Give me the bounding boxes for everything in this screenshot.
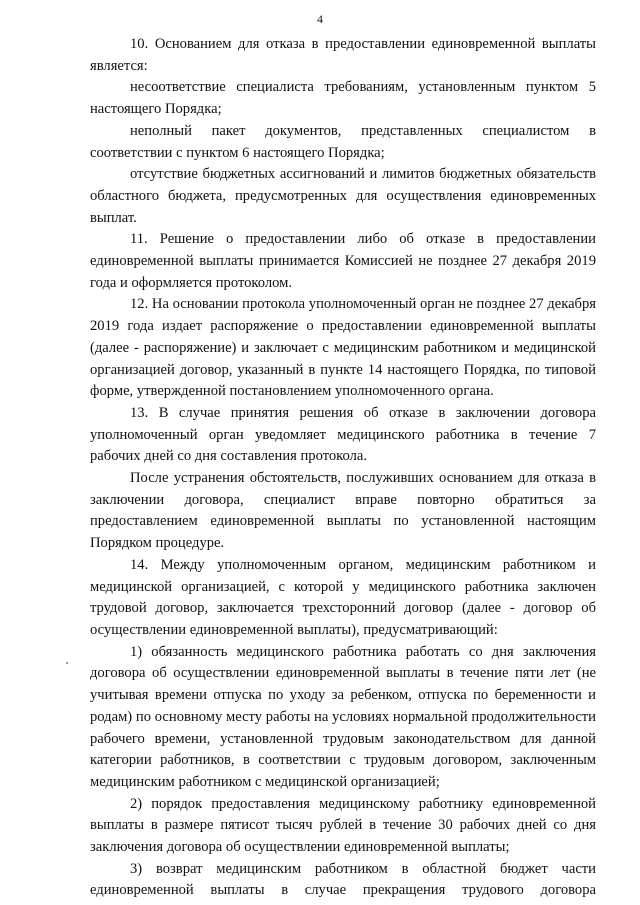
paragraph-reapplication: После устранения обстоятельств, послуживших основанием для отказа в заключении договора, специалист вправе повторно обратиться за предоставлением единовременной выплаты по установленной настоящим Порядком процедуре. <box>90 470 596 552</box>
document-body <box>90 34 596 902</box>
paragraph-12-order: 12. На основании протокола уполномоченный орган не позднее 27 декабря 2019 года издает распоряжение о предоставлении единовременной выплаты (далее - распоряжение) и заключает с медицинским работником и медицинской организацией договор, указанный в пункте 14 настоящего Порядка, по типовой форме, утвержденной постановлением уполномоченного органа. <box>90 296 596 400</box>
paragraph-obligation-2: 2) порядок предоставления медицинскому работнику единовременной выплаты в размере пятисот тысяч рублей в течение 30 рабочих дней со дня заключения договора об осуществлении единовременной выплаты; <box>90 795 596 856</box>
paragraph-refusal-reason-requirements: несоответствие специалиста требованиям, установленным пунктом 5 настоящего Порядка; <box>90 79 596 118</box>
margin-mark <box>66 662 68 664</box>
paragraph-obligation-1: 1) обязанность медицинского работника работать со дня заключения договора об осуществлении единовременной выплаты в течение пяти лет (не учитывая времени отпуска по уходу за ребенком, отпуска по беременности и родам) по основному месту работы на условиях нормальной продолжительности рабочего времени, установленной трудовым законодательством для данной категории работников, в соответствии с трудовым договором, заключенным медицинским работником с медицинской организацией; <box>90 643 596 790</box>
paragraph-refusal-reason-budget: отсутствие бюджетных ассигнований и лимитов бюджетных обязательств областного бюджета, предусмотренных для осуществления единовременных выплат. <box>90 166 596 226</box>
paragraph-refusal-reason-documents: неполный пакет документов, представленных специалистом в соответствии с пунктом 6 настоящего Порядка; <box>90 122 596 161</box>
paragraph-10-refusal-grounds: 10. Основанием для отказа в предоставлении единовременной выплаты является: <box>90 36 596 74</box>
page-number: 4 <box>317 12 323 26</box>
paragraph-14-tripartite-agreement: 14. Между уполномоченным органом, медицинским работником и медицинской организацией, с которой у медицинского работника заключен трудовой договор, заключается трехсторонний договор (далее - договор об осуществлении единовременной выплаты), предусматривающий: <box>90 556 596 638</box>
paragraph-13-notification: 13. В случае принятия решения об отказе в заключении договора уполномоченный орган уведомляет медицинского работника в течение 7 рабочих дней со дня составления протокола. <box>90 404 596 465</box>
paragraph-obligation-3: 3) возврат медицинским работником в областной бюджет части единовременной выплаты в случае прекращения трудового договора <box>90 860 596 899</box>
paragraph-11-decision: 11. Решение о предоставлении либо об отказе в предоставлении единовременной выплаты принимается Комиссией не позднее 27 декабря 2019 года и оформляется протоколом. <box>90 231 596 291</box>
